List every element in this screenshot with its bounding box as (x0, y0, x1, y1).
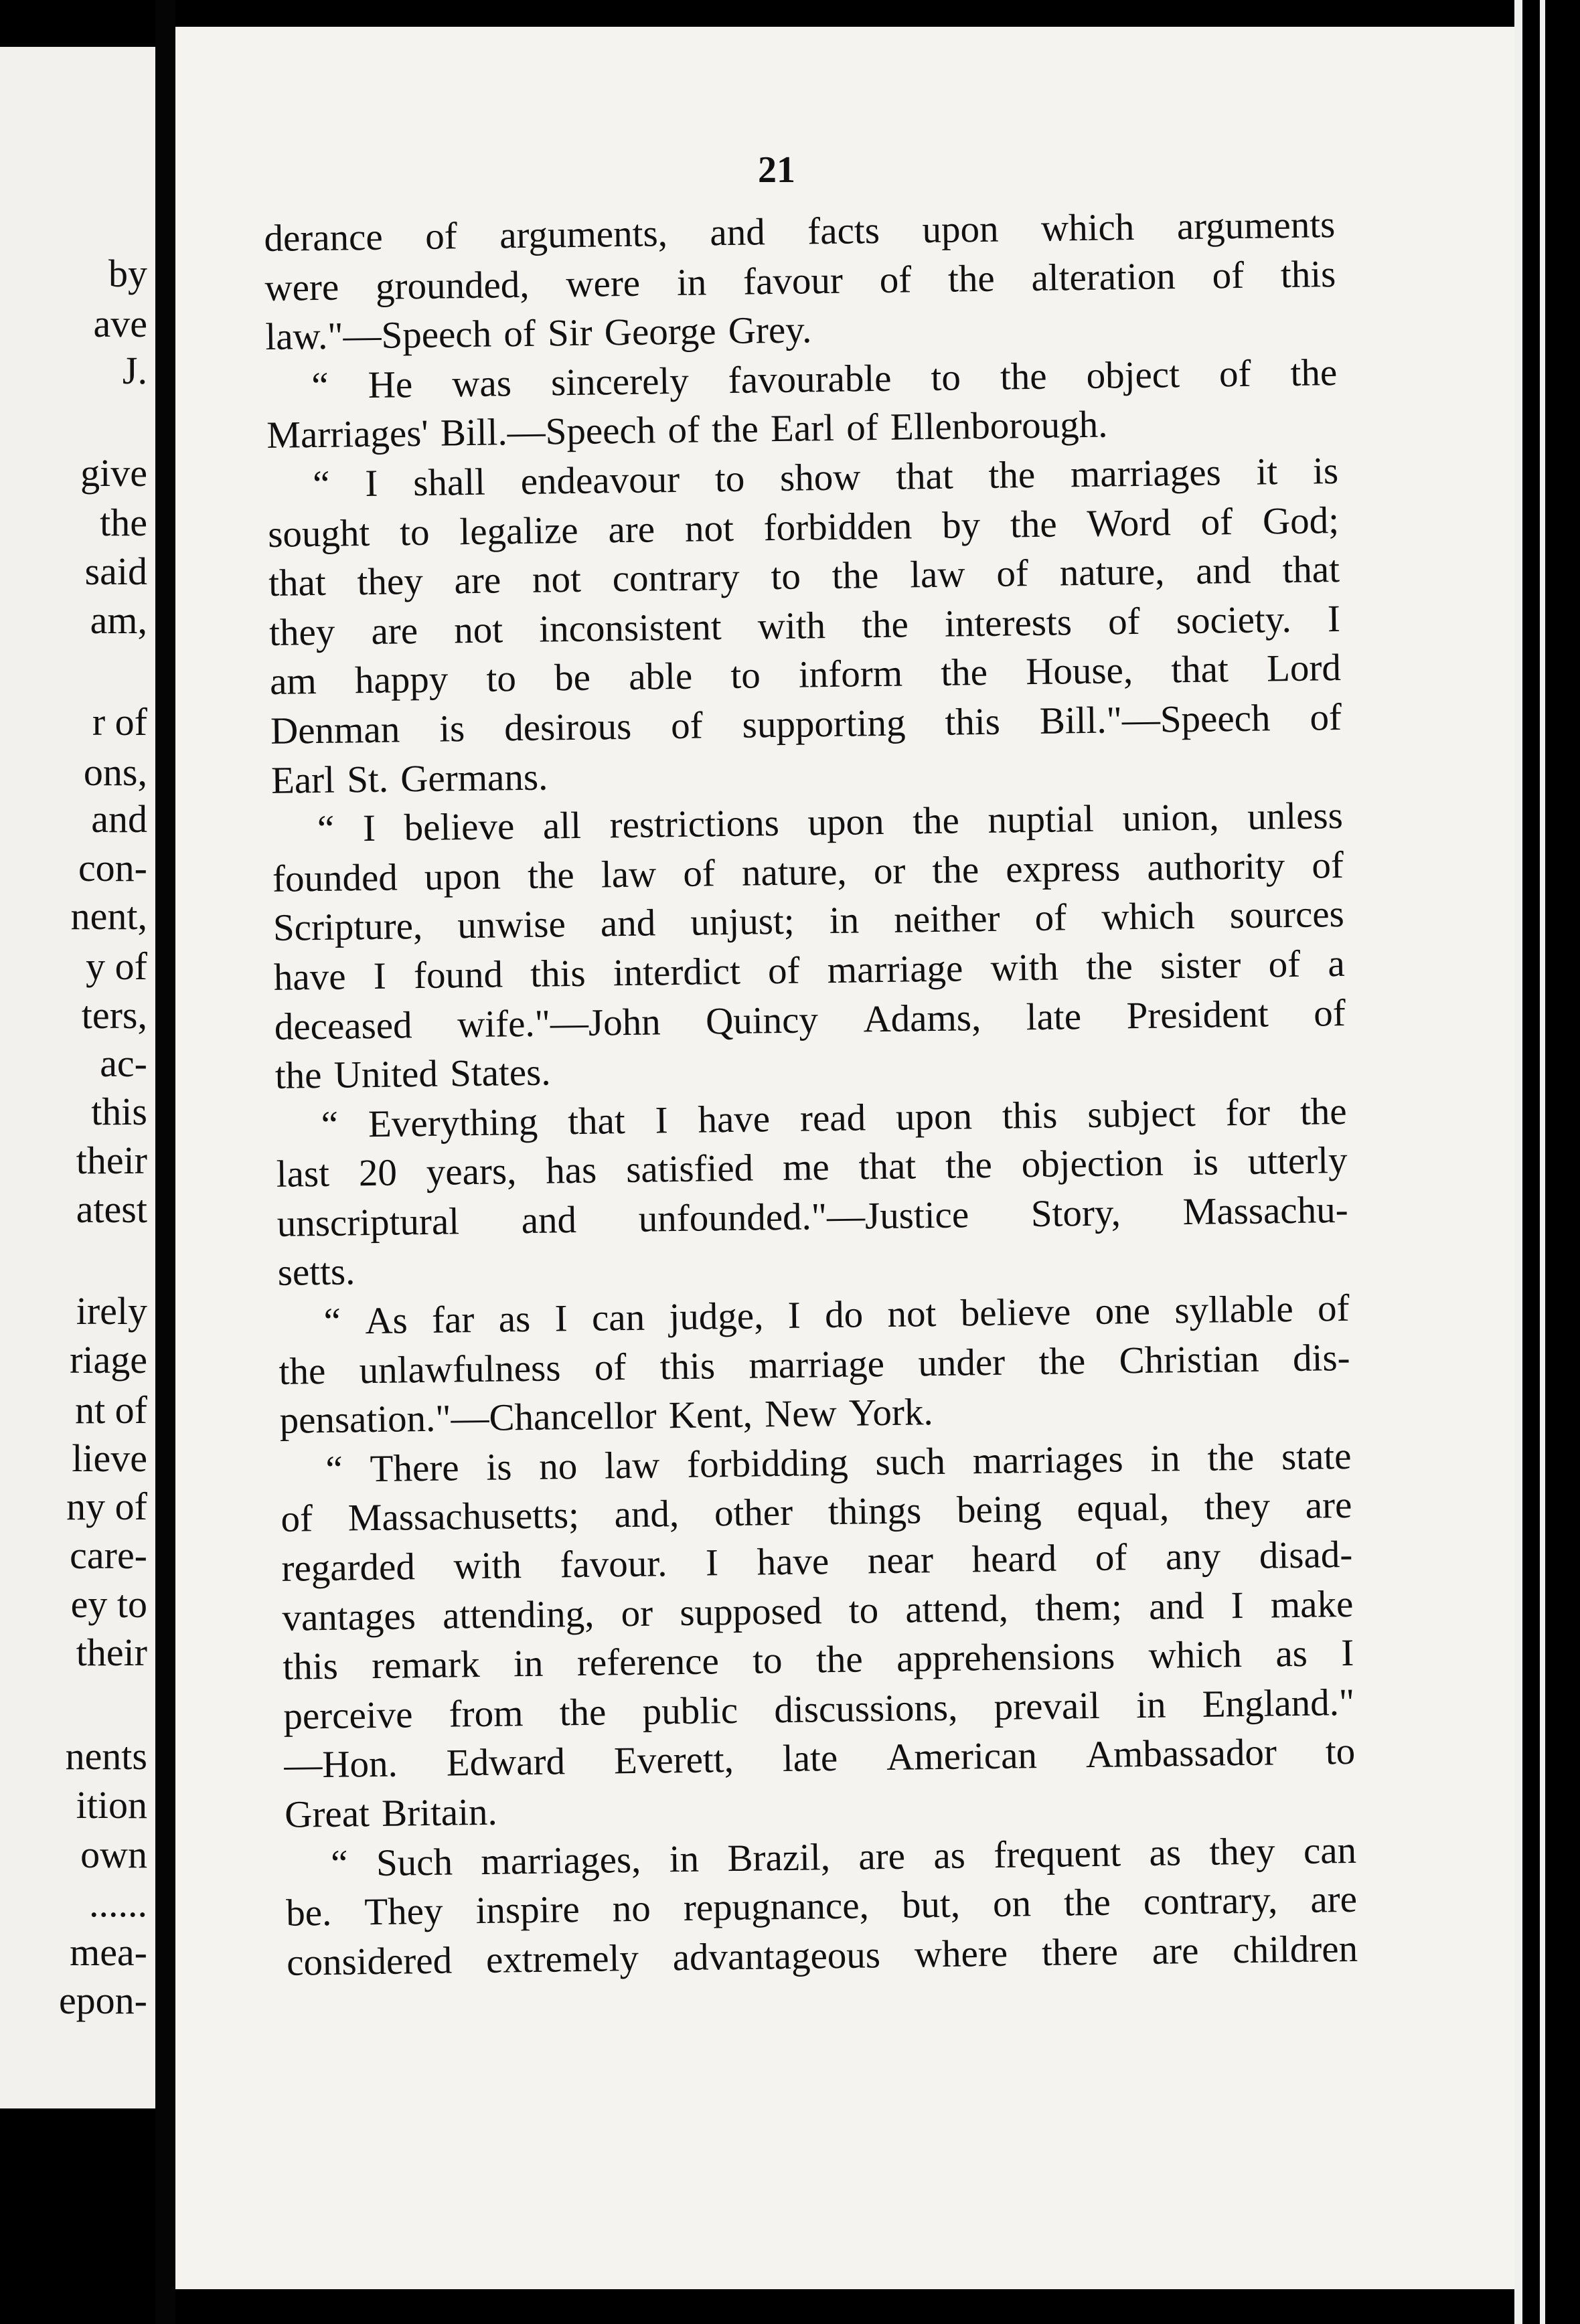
left-page-text-fragment: this (91, 1090, 147, 1133)
left-page-text-fragment: y of (86, 944, 147, 988)
left-page-text-fragment: riage (70, 1338, 147, 1382)
left-page-text-fragment: own (80, 1833, 147, 1876)
left-page-text-fragment: atest (76, 1187, 147, 1231)
left-page-text-fragment: r of (92, 700, 147, 744)
left-page-text-fragment: the (100, 501, 147, 544)
text-line: deceased wife."—John Quincy Adams, late President of (274, 991, 1346, 1048)
text-line: Great Britain. (284, 1791, 498, 1836)
text-line: the unlawfulness of this marriage under the Christian dis- (279, 1336, 1350, 1393)
text-line: have I found this interdict of marriage with the sister of a (273, 942, 1346, 999)
left-page-text-fragment: ny of (66, 1485, 147, 1528)
left-page-text-fragment: mea- (70, 1930, 147, 1974)
left-page-text-fragment: care- (70, 1533, 147, 1577)
left-page-text-fragment: ...... (89, 1882, 147, 1925)
body-text (264, 200, 1358, 1987)
text-line: be. They inspire no repugnance, but, on the contrary, are (285, 1878, 1358, 1934)
text-line: setts. (277, 1250, 356, 1295)
text-line: “ Everything that I have read upon this subject for the (321, 1090, 1348, 1146)
text-line: derance of arguments, and facts upon which arguments (264, 203, 1336, 260)
text-line: last 20 years, has satisfied me that the objection is utterly (276, 1139, 1348, 1196)
text-line: were grounded, were in favour of the alteration of this (264, 252, 1336, 309)
left-page-text-fragment: their (76, 1631, 147, 1674)
text-line: unscriptural and unfounded."—Justice Story, Massachu- (276, 1188, 1348, 1245)
left-page-text-fragment: lieve (72, 1436, 147, 1480)
text-line: “ I shall endeavour to show that the marriages it is (312, 449, 1339, 506)
left-page-text-fragment: ave (93, 302, 147, 345)
page-edge-rule (1514, 0, 1522, 2324)
text-line: vantages attending, or supposed to attend, them; and I make (282, 1582, 1354, 1639)
text-line: regarded with favour. I have near heard of any disad- (281, 1533, 1353, 1590)
text-line: “ I believe all restrictions upon the nuptial union, unless (317, 795, 1344, 851)
text-line: Denman is desirous of supporting this Bill."—Speech of (270, 695, 1342, 752)
left-page-text-fragment: nt of (75, 1388, 147, 1432)
page-edge-rule (1540, 0, 1545, 2324)
text-line: this remark in reference to the apprehensions which as I (283, 1632, 1354, 1689)
text-line: they are not inconsistent with the interests of society. I (268, 597, 1341, 654)
text-line: law."—Speech of Sir George Grey. (264, 309, 812, 359)
left-page-text-fragment: give (80, 451, 147, 495)
left-page-text-fragment: ons, (83, 750, 147, 794)
page-number: 21 (758, 149, 795, 191)
text-line: am happy to be able to inform the House, that Lord (269, 647, 1342, 703)
text-line: Earl St. Germans. (270, 756, 548, 802)
left-page-text-fragment: J. (122, 349, 147, 392)
left-page-text-fragment: said (84, 550, 147, 593)
text-line: that they are not contrary to the law of nature, and that (268, 548, 1340, 605)
left-page-fragment (0, 47, 155, 2108)
text-line: founded upon the law of nature, or the express authority of (272, 843, 1344, 900)
book-gutter (155, 0, 175, 2324)
text-line: “ Such marriages, in Brazil, are as frequent as they can (330, 1829, 1357, 1885)
text-line: sought to legalize are not forbidden by the Word of God; (267, 499, 1340, 556)
left-page-text-fragment: by (108, 252, 147, 295)
left-page-text-fragment: ition (76, 1783, 147, 1827)
left-page-text-fragment: their (76, 1139, 147, 1182)
left-page-text-fragment: nent, (70, 894, 147, 938)
left-page-text-fragment: con- (78, 846, 147, 890)
left-page-text-fragment: am, (90, 598, 147, 642)
text-line: “ There is no law forbidding such marriages in the state (325, 1434, 1352, 1491)
left-page-text-fragment: ey to (70, 1582, 147, 1626)
text-line: pensation."—Chancellor Kent, New York. (279, 1391, 934, 1442)
left-page-text-fragment: irely (76, 1289, 147, 1333)
text-line: —Hon. Edward Everett, late American Ambassador to (283, 1730, 1356, 1787)
text-line: Scripture, unwise and unjust; in neither of which sources (272, 893, 1345, 950)
text-line: perceive from the public discussions, prevail in England." (283, 1681, 1355, 1738)
text-line: “ He was sincerely favourable to the object of the (311, 351, 1338, 407)
left-page-text-fragment: and (91, 797, 147, 841)
left-page-text-fragment: ters, (81, 993, 147, 1037)
text-line: considered extremely advantageous where there are children (286, 1927, 1358, 1984)
text-line: “ As far as I can judge, I do not believe one syllable of (323, 1286, 1350, 1343)
left-page-text-fragment: nents (65, 1734, 147, 1778)
text-line: of Massachusetts; and, other things being equal, they are (281, 1484, 1352, 1541)
text-line: the United States. (274, 1051, 551, 1097)
text-line: Marriages' Bill.—Speech of the Earl of Ellenborough. (266, 403, 1108, 457)
left-page-text-fragment: ac- (100, 1042, 147, 1085)
left-page-text-fragment: epon- (58, 1979, 147, 2022)
